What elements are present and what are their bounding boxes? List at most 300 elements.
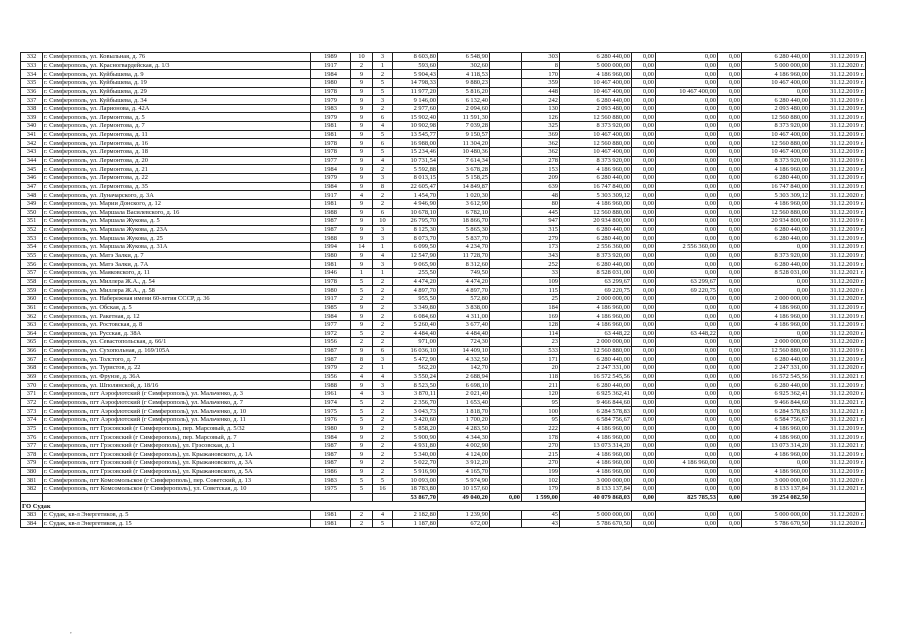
table-row	[21, 364, 866, 373]
table-cell: 15 902,40	[393, 113, 438, 122]
table-cell: 343	[522, 251, 560, 260]
table-cell: 533	[522, 346, 560, 355]
table-cell: 370	[21, 381, 43, 390]
table-cell: 1981	[311, 199, 351, 208]
table-cell: 0,00	[632, 260, 656, 269]
summary-cell: 0,00	[718, 493, 742, 502]
table-cell: 0,00	[718, 269, 742, 278]
table-row	[21, 165, 866, 174]
table-cell: 5 858,20	[393, 424, 438, 433]
table-cell: 0,00	[718, 148, 742, 157]
table-cell: 9	[351, 208, 373, 217]
table-cell: 31.12.2019 г.	[810, 78, 866, 87]
table-cell: 178	[522, 433, 560, 442]
table-cell: 6 925 362,41	[560, 389, 632, 398]
table-cell: 0,00	[656, 208, 718, 217]
table-cell: 749,50	[438, 269, 490, 278]
table-cell: 2	[351, 510, 373, 519]
table-cell: г. Симферополь, ул. Лермонтова, д. 18	[43, 148, 311, 157]
table-cell: г. Симферополь, ул. Матэ Залки, д. 7	[43, 251, 311, 260]
table-cell: 334	[21, 70, 43, 79]
table-cell	[490, 243, 522, 252]
table-cell: г. Симферополь, ул. Куйбышева, д. 19	[43, 78, 311, 87]
table-cell: 8 528 031,00	[742, 269, 810, 278]
table-cell: 3 000 000,00	[742, 476, 810, 485]
table-cell: 9	[351, 312, 373, 321]
table-cell: 0,00	[632, 381, 656, 390]
table-cell	[490, 459, 522, 468]
table-cell: 0,00	[718, 303, 742, 312]
table-cell: 0,00	[656, 234, 718, 243]
table-cell: 31.12.2021 г.	[810, 485, 866, 494]
table-cell: 0,00	[718, 217, 742, 226]
table-cell: 6	[373, 113, 393, 122]
table-cell: 0,00	[718, 389, 742, 398]
table-cell: г. Симферополь, ул. Лермонтова, д. 35	[43, 182, 311, 191]
table-cell: г. Симферополь, ул. Лермонтова, д. 20	[43, 156, 311, 165]
table-cell: 4 186 960,00	[742, 433, 810, 442]
table-cell: 1981	[311, 260, 351, 269]
table-cell: г. Симферополь, ул. Русская, д. 38А	[43, 329, 311, 338]
table-cell: 4 165,70	[438, 467, 490, 476]
table-row	[21, 450, 866, 459]
table-cell: 10 467 400,00	[560, 78, 632, 87]
table-cell: 2	[373, 398, 393, 407]
register-sheet	[20, 52, 866, 528]
table-cell: 9	[351, 87, 373, 96]
table-cell: 3 000 000,00	[560, 476, 632, 485]
table-cell	[490, 104, 522, 113]
table-cell: 4 186 960,00	[560, 424, 632, 433]
table-row	[21, 61, 866, 70]
table-cell: 6 132,40	[438, 96, 490, 105]
table-cell: 8 312,60	[438, 260, 490, 269]
table-cell: 31.12.2021 г.	[810, 415, 866, 424]
table-cell: 2 556 360,00	[656, 243, 718, 252]
table-cell: 23	[522, 338, 560, 347]
table-cell: 1984	[311, 70, 351, 79]
table-cell: 12 560 880,00	[742, 113, 810, 122]
table-cell: 1980	[311, 286, 351, 295]
table-cell: 344	[21, 156, 43, 165]
table-cell: 31.12.2019 г.	[810, 148, 866, 157]
table-cell: 4 002,90	[438, 441, 490, 450]
table-cell: 382	[21, 485, 43, 494]
table-cell: 2	[373, 415, 393, 424]
summary-cell	[351, 493, 373, 502]
table-cell: 10 902,98	[393, 122, 438, 131]
table-cell: 2	[373, 191, 393, 200]
table-cell: 4 474,20	[438, 277, 490, 286]
summary-cell	[21, 493, 43, 502]
table-cell: 3 870,11	[393, 389, 438, 398]
table-cell: г. Симферополь, ул. Маршала Жукова, д. 23А	[43, 225, 311, 234]
summary-cell: 825 785,53	[656, 493, 718, 502]
table-cell: 0,00	[656, 217, 718, 226]
table-cell: 2 000 000,00	[742, 338, 810, 347]
table-cell: 2 247 331,00	[560, 364, 632, 373]
table-cell: 14 409,10	[438, 346, 490, 355]
table-cell: 25	[522, 294, 560, 303]
table-cell: 2	[373, 286, 393, 295]
table-cell: 9	[351, 234, 373, 243]
table-cell: 4 186 960,00	[560, 467, 632, 476]
table-cell: 6 698,10	[438, 381, 490, 390]
table-cell: 6 584 756,67	[560, 415, 632, 424]
table-cell: 45	[522, 510, 560, 519]
table-cell: 5	[351, 415, 373, 424]
table-cell: 9	[351, 217, 373, 226]
table-cell: 0,00	[656, 441, 718, 450]
table-cell: 1976	[311, 415, 351, 424]
table-cell: 33	[522, 269, 560, 278]
table-cell: 31.12.2019 г.	[810, 450, 866, 459]
table-cell: 0,00	[656, 139, 718, 148]
table-cell: 2 021,40	[438, 389, 490, 398]
table-cell: 1988	[311, 234, 351, 243]
table-cell: 142,70	[438, 364, 490, 373]
table-cell: 0,00	[718, 519, 742, 528]
table-cell: 0,00	[632, 182, 656, 191]
table-cell: 0,00	[742, 459, 810, 468]
table-cell: 4 118,53	[438, 70, 490, 79]
table-cell: 0,00	[718, 104, 742, 113]
table-cell: 31.12.2019 г.	[810, 312, 866, 321]
table-cell: 0,00	[656, 148, 718, 157]
table-cell	[490, 53, 522, 62]
table-cell: 13 073 314,20	[742, 441, 810, 450]
table-cell	[490, 415, 522, 424]
table-cell: г. Симферополь, пгт Грэсовский (г Симферополь), пер. Марсовый, д. 7	[43, 433, 311, 442]
table-cell: 352	[21, 225, 43, 234]
table-cell: 10	[351, 53, 373, 62]
table-cell: 9	[351, 173, 373, 182]
table-cell: 95	[522, 415, 560, 424]
table-cell: 0,00	[656, 260, 718, 269]
table-cell: 6 280 440,00	[560, 173, 632, 182]
table-cell: 12 560 880,00	[742, 139, 810, 148]
table-cell: 12 560 880,00	[560, 113, 632, 122]
table-cell: 0,00	[632, 338, 656, 347]
table-cell	[490, 78, 522, 87]
table-cell: 5	[351, 329, 373, 338]
table-cell: 2 093 480,00	[742, 104, 810, 113]
table-cell: 0,00	[656, 61, 718, 70]
table-cell: 0,00	[632, 122, 656, 131]
table-cell: 364	[21, 329, 43, 338]
table-cell: 341	[21, 130, 43, 139]
table-row	[21, 199, 866, 208]
table-cell	[490, 372, 522, 381]
table-cell: 1978	[311, 277, 351, 286]
table-cell: 31.12.2019 г.	[810, 243, 866, 252]
table-cell	[490, 182, 522, 191]
table-cell: 4 311,00	[438, 312, 490, 321]
table-row	[21, 381, 866, 390]
table-cell: 4 897,70	[393, 286, 438, 295]
table-cell: 4 946,90	[393, 199, 438, 208]
table-row	[21, 459, 866, 468]
table-cell: 359	[522, 78, 560, 87]
table-cell	[490, 61, 522, 70]
table-cell: 1978	[311, 139, 351, 148]
table-cell: г. Симферополь, ул. Маршала Жукова, д. 31А	[43, 243, 311, 252]
table-cell	[490, 433, 522, 442]
table-cell: 10 467 400,00	[560, 130, 632, 139]
table-cell: 16 747 840,00	[560, 182, 632, 191]
table-cell: 0,00	[632, 78, 656, 87]
table-cell: 4 234,70	[438, 243, 490, 252]
table-cell: 5 000 000,00	[742, 61, 810, 70]
table-cell: 0,00	[632, 173, 656, 182]
table-cell: 1977	[311, 320, 351, 329]
table-cell: 8 133 137,84	[742, 485, 810, 494]
table-cell: 0,00	[632, 459, 656, 468]
table-cell: 31.12.2020 г.	[810, 277, 866, 286]
table-cell: 16	[373, 485, 393, 494]
table-cell	[490, 199, 522, 208]
table-row	[21, 485, 866, 494]
table-cell: 1 454,70	[393, 191, 438, 200]
table-cell: 0,00	[656, 355, 718, 364]
table-cell: 0,00	[656, 96, 718, 105]
table-cell: 6 280 440,00	[742, 53, 810, 62]
table-cell: 3 612,90	[438, 199, 490, 208]
table-cell	[490, 485, 522, 494]
table-cell: 0,00	[718, 156, 742, 165]
table-cell: 0,00	[718, 320, 742, 329]
table-cell	[490, 234, 522, 243]
table-cell: 6 280 440,00	[560, 260, 632, 269]
table-cell: 2	[373, 329, 393, 338]
table-cell: 0,00	[632, 372, 656, 381]
table-cell: 31.12.2019 г.	[810, 303, 866, 312]
table-cell: г. Судак, кв-л Энергетиков, д. 5	[43, 510, 311, 519]
table-cell: 9	[351, 225, 373, 234]
table-cell	[490, 286, 522, 295]
table-cell	[490, 294, 522, 303]
table-cell: 63 448,22	[656, 329, 718, 338]
table-cell: 0,00	[718, 260, 742, 269]
table-cell	[490, 130, 522, 139]
table-cell: 1987	[311, 441, 351, 450]
table-cell: 6 280 440,00	[560, 96, 632, 105]
table-row	[21, 424, 866, 433]
table-cell: 31.12.2019 г.	[810, 104, 866, 113]
table-cell: 9 146,00	[393, 96, 438, 105]
table-cell: 0,00	[718, 234, 742, 243]
table-cell	[490, 139, 522, 148]
table-cell: 0,00	[718, 199, 742, 208]
table-cell: г. Симферополь, ул. Ростовская, д. 8	[43, 320, 311, 329]
table-cell: 4 897,70	[438, 286, 490, 295]
table-cell: 252	[522, 260, 560, 269]
table-cell: 0,00	[718, 70, 742, 79]
table-cell: 0,00	[656, 130, 718, 139]
table-cell: 120	[522, 389, 560, 398]
table-cell: 2	[373, 407, 393, 416]
summary-cell: 49 040,20	[438, 493, 490, 502]
table-cell: 0,00	[718, 346, 742, 355]
table-cell: 0,00	[656, 182, 718, 191]
table-cell: 0,00	[718, 130, 742, 139]
table-cell	[490, 96, 522, 105]
table-cell: 348	[21, 191, 43, 200]
table-cell: 0,00	[632, 424, 656, 433]
table-cell: 6 280 440,00	[560, 225, 632, 234]
table-cell: 0,00	[656, 485, 718, 494]
table-cell: г. Симферополь, ул. Маршала Жукова, д. 25	[43, 234, 311, 243]
table-cell: 0,00	[632, 467, 656, 476]
table-cell: 325	[522, 122, 560, 131]
table-cell: 13 073 314,20	[560, 441, 632, 450]
table-row	[21, 225, 866, 234]
table-cell: 9 466 844,60	[560, 398, 632, 407]
table-cell: 10 467 400,00	[560, 87, 632, 96]
table-row	[21, 104, 866, 113]
table-cell: 4 474,20	[393, 277, 438, 286]
table-cell: 2	[373, 303, 393, 312]
table-cell: 5 592,88	[393, 165, 438, 174]
table-cell: 6 084,60	[393, 312, 438, 321]
table-cell: г. Симферополь, ул. Маяковского, д. 11	[43, 269, 311, 278]
table-cell: 0,00	[718, 113, 742, 122]
table-cell: 128	[522, 320, 560, 329]
table-cell: г. Симферополь, ул. Куйбышева, д. 29	[43, 87, 311, 96]
table-cell: 0,00	[632, 510, 656, 519]
scan-mark: ,	[70, 627, 72, 635]
table-cell: 0,00	[632, 251, 656, 260]
table-cell: г. Симферополь, пгт Аэрофлотский (г Симферополь), ул. Мальченко, д. 3	[43, 389, 311, 398]
table-cell: 378	[21, 450, 43, 459]
table-cell: 593,60	[393, 61, 438, 70]
table-cell: 3 349,80	[393, 303, 438, 312]
table-cell: 0,00	[718, 450, 742, 459]
table-cell: 10 093,00	[393, 476, 438, 485]
table-cell: 3 678,28	[438, 165, 490, 174]
table-cell: 1984	[311, 433, 351, 442]
table-cell: 9	[351, 199, 373, 208]
table-cell: 31.12.2019 г.	[810, 467, 866, 476]
table-cell: 0,00	[718, 122, 742, 131]
table-row	[21, 156, 866, 165]
table-cell: 0,00	[718, 225, 742, 234]
table-cell: 0,00	[718, 87, 742, 96]
table-cell: 10 731,54	[393, 156, 438, 165]
table-cell: 184	[522, 303, 560, 312]
table-cell: 3 043,73	[393, 407, 438, 416]
table-row	[21, 303, 866, 312]
table-cell: 0,00	[632, 277, 656, 286]
table-cell: 95	[522, 398, 560, 407]
table-cell: 0,00	[718, 251, 742, 260]
table-cell: 8 013,15	[393, 173, 438, 182]
table-cell: 13 545,77	[393, 130, 438, 139]
table-cell: 368	[21, 364, 43, 373]
table-cell: 0,00	[632, 165, 656, 174]
table-cell: 342	[21, 139, 43, 148]
table-cell: 10 467 400,00	[742, 130, 810, 139]
table-cell: 3	[373, 96, 393, 105]
table-cell: 279	[522, 234, 560, 243]
table-cell	[490, 70, 522, 79]
table-cell: 4 332,50	[438, 355, 490, 364]
table-cell: 16 036,10	[393, 346, 438, 355]
table-cell: 5 904,43	[393, 70, 438, 79]
table-cell	[490, 277, 522, 286]
table-cell: 0,00	[632, 139, 656, 148]
table-cell: 0,00	[632, 191, 656, 200]
table-cell: 6	[373, 346, 393, 355]
summary-cell: 40 079 868,03	[560, 493, 632, 502]
table-cell: 351	[21, 217, 43, 226]
table-cell: 2 977,60	[393, 104, 438, 113]
table-cell: 10 157,60	[438, 485, 490, 494]
table-cell: 10 480,36	[438, 148, 490, 157]
table-cell: 4 186 960,00	[560, 459, 632, 468]
summary-cell	[810, 493, 866, 502]
table-cell: 0,00	[632, 148, 656, 157]
table-cell: г. Симферополь, ул. Лермонтова, д. 22	[43, 173, 311, 182]
table-cell: 6 584 756,67	[742, 415, 810, 424]
table-cell: 9	[351, 346, 373, 355]
table-cell: 1979	[311, 96, 351, 105]
table-cell: 5 158,25	[438, 173, 490, 182]
table-cell: 0,00	[718, 312, 742, 321]
table-cell: 22 605,47	[393, 182, 438, 191]
table-cell: 4 186 960,00	[742, 165, 810, 174]
table-cell: 302,60	[438, 61, 490, 70]
table-cell: 10 467 400,00	[656, 87, 718, 96]
table-cell: 9	[351, 303, 373, 312]
table-cell: 0,00	[656, 450, 718, 459]
table-cell: 1956	[311, 372, 351, 381]
table-cell: 3 677,40	[438, 320, 490, 329]
table-cell: 31.12.2019 г.	[810, 139, 866, 148]
table-row	[21, 148, 866, 157]
table-cell: 9	[351, 450, 373, 459]
table-cell: 1 653,40	[438, 398, 490, 407]
table-cell: 369	[522, 130, 560, 139]
table-cell: 69 220,75	[560, 286, 632, 295]
table-cell: 0,00	[718, 165, 742, 174]
table-cell: 0,00	[632, 243, 656, 252]
summary-cell: 39 254 082,50	[742, 493, 810, 502]
table-cell: 31.12.2019 г.	[810, 260, 866, 269]
table-cell: 4 186 960,00	[742, 467, 810, 476]
table-cell: 4 186 960,00	[560, 320, 632, 329]
table-cell: г. Симферополь, пгт Грэсовский (г Симферополь), ул. Крыжановского, д. 1А	[43, 450, 311, 459]
table-cell: 0,00	[718, 441, 742, 450]
table-cell: 0,00	[718, 467, 742, 476]
table-row	[21, 53, 866, 62]
table-cell: 2 356,70	[393, 398, 438, 407]
table-cell	[490, 225, 522, 234]
table-cell	[490, 113, 522, 122]
table-cell: 8 125,30	[393, 225, 438, 234]
table-cell: г. Симферополь, ул. Лермонтова, д. 11	[43, 130, 311, 139]
table-cell: 31.12.2020 г.	[810, 191, 866, 200]
table-cell: 12 560 880,00	[560, 346, 632, 355]
table-cell: 1	[373, 61, 393, 70]
table-cell: 9	[351, 139, 373, 148]
table-cell: 0,00	[656, 415, 718, 424]
table-cell: 1972	[311, 329, 351, 338]
table-cell: 31.12.2019 г.	[810, 208, 866, 217]
table-cell: 130	[522, 104, 560, 113]
table-cell: 4	[351, 372, 373, 381]
table-cell: 384	[21, 519, 43, 528]
